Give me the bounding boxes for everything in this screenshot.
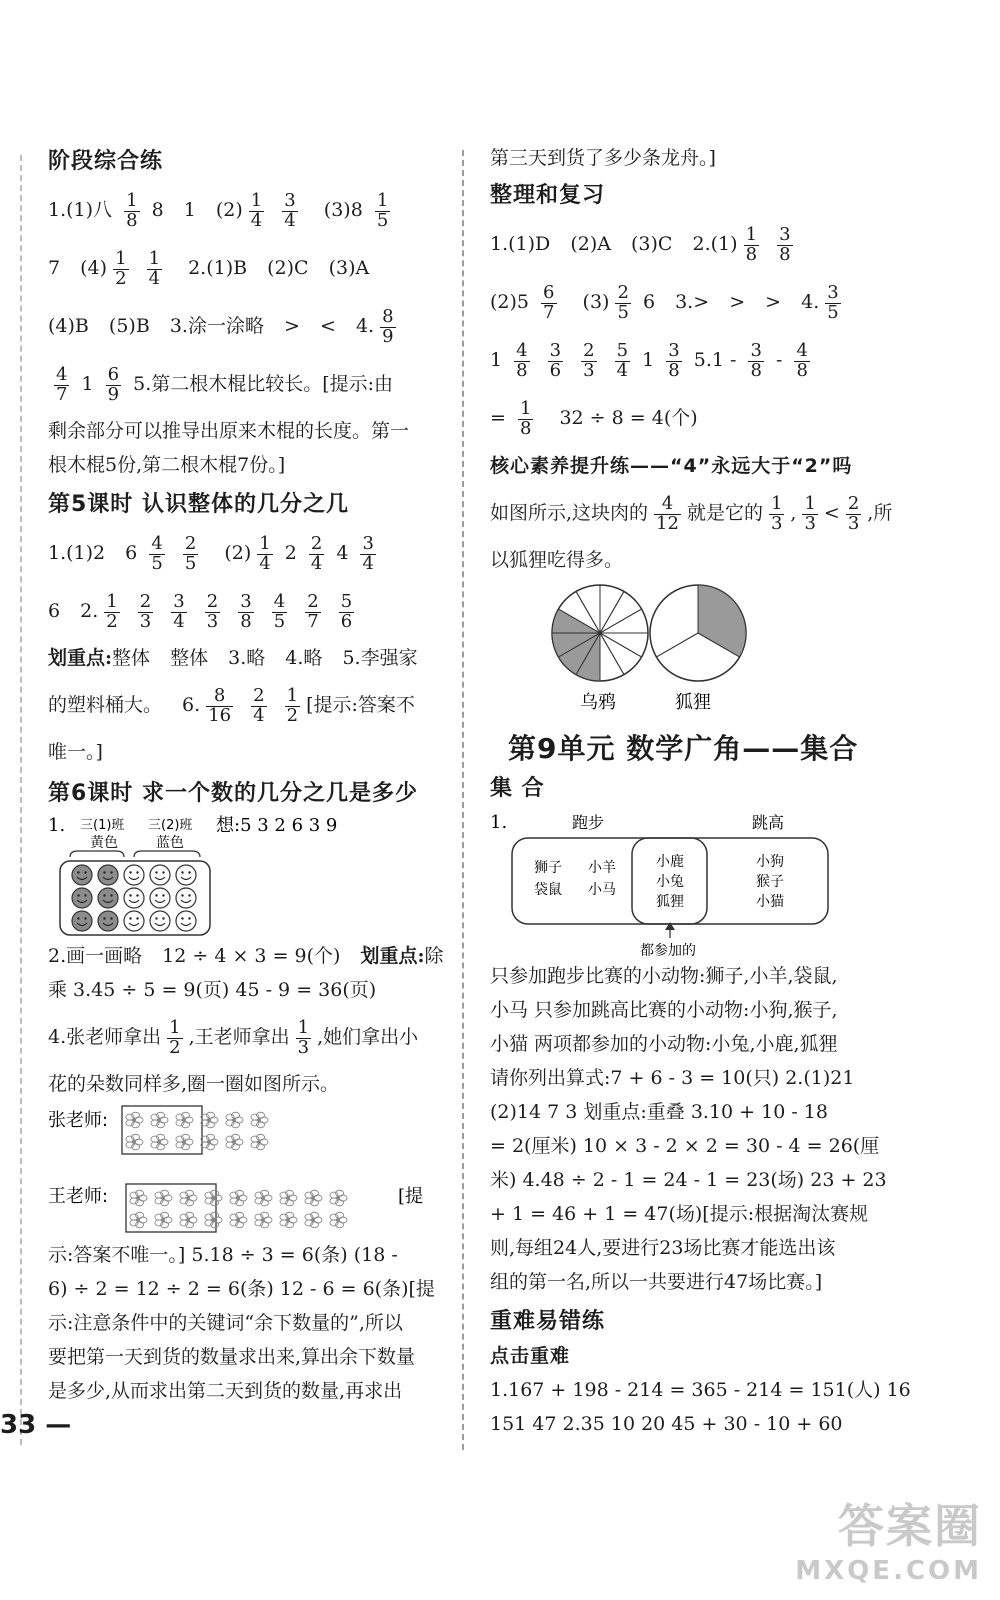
answer-line: 151 47 2.35 10 20 45 + 30 - 10 + 60: [490, 1413, 843, 1435]
smiley-face-icon: [176, 865, 196, 885]
venn-left-label: 跑步: [572, 813, 605, 832]
flower-icon: [151, 1112, 168, 1128]
wang-flowers: [130, 1190, 347, 1228]
venn-item: 狮子: [534, 860, 562, 876]
flower-icon: [330, 1190, 347, 1206]
left-column: [48, 140, 444, 1409]
section-title-stage-practice: 阶段综合练: [48, 149, 164, 174]
answer-line: 第三天到货了多少条龙舟。]: [490, 147, 716, 169]
answer-line: (2)14 7 3 划重点:重叠 3.10 + 10 - 18: [490, 1101, 828, 1123]
answer-line: 的塑料桶大。 6. $\frac{8}{16}$ $\frac{2}{4}$ $\frac{1}{2}$ [提示:答案不: [48, 684, 415, 726]
smiley-face-icon: [150, 865, 170, 885]
answer-line: 要把第一天到货的数量求出来,算出余下数量: [48, 1346, 416, 1368]
flower-icon: [180, 1212, 197, 1228]
flower-icon: [126, 1112, 143, 1128]
question-number: 1.: [48, 815, 66, 836]
smiley-face-icon: [72, 911, 92, 931]
answer-line: 划重点:整体 整体 3.略 4.略 5.李强家: [48, 647, 418, 669]
answer-line: + 1 = 46 + 1 = 47(场)[提示:根据淘汰赛规: [490, 1203, 869, 1225]
flower-icon: [255, 1212, 272, 1228]
flower-icon: [226, 1134, 243, 1150]
question-number: 1.: [490, 812, 508, 833]
watermark-logo-text: 答案圈: [838, 1499, 982, 1553]
smiley-face-icon: [72, 888, 92, 908]
column-divider: [462, 150, 464, 1450]
fox-label: 狐狸: [675, 692, 711, 713]
smiley-faces: [72, 865, 196, 931]
flower-icon: [230, 1212, 247, 1228]
unit-title: 第9单元 数学广角——集合: [508, 732, 859, 765]
flower-icon: [305, 1190, 322, 1206]
answer-line: 只参加跑步比赛的小动物:狮子,小羊,袋鼠,: [490, 965, 838, 987]
blue-label: 蓝色: [156, 835, 184, 851]
flower-icon: [151, 1134, 168, 1150]
flower-icon: [330, 1212, 347, 1228]
smiley-face-icon: [72, 865, 92, 885]
venn-item: 小马: [588, 882, 616, 898]
answer-line: 唯一。]: [48, 741, 103, 763]
flower-icon: [180, 1190, 197, 1206]
flower-icon: [255, 1190, 272, 1206]
answer-line: 6) ÷ 2 = 12 ÷ 2 = 6(条) 12 - 6 = 6(条)[提: [48, 1278, 435, 1300]
zhang-circle-box: [122, 1106, 202, 1154]
smiley-face-icon: [124, 911, 144, 931]
smiley-face-icon: [98, 865, 118, 885]
section-title-lesson5: 第5课时 认识整体的几分之几: [48, 492, 349, 517]
flower-icon: [280, 1212, 297, 1228]
answer-line: 花的朵数同样多,圈一圈如图所示。: [48, 1073, 340, 1095]
venn-item: 小猫: [756, 894, 784, 910]
answer-line: 小马 只参加跳高比赛的小动物:小狗,猴子,: [490, 999, 838, 1021]
crow-pie: [552, 585, 648, 681]
flower-icon: [280, 1190, 297, 1206]
answer-line: 根木棍5份,第二根木棍7份。]: [48, 454, 286, 476]
flower-icon: [130, 1212, 147, 1228]
teacher-zhang-label: 张老师:: [48, 1110, 109, 1131]
class2-label: 三(2)班: [148, 818, 193, 833]
answer-line: 1 $\frac{4}{8}$ $\frac{3}{6}$ $\frac{2}{3}$ $\frac{5}{4}$ 1 $\frac{3}{8}$ 5.1 - $\frac{3}{8}$ - $\frac{4}{8}$: [490, 339, 808, 381]
section-title-review: 整理和复习: [490, 183, 606, 208]
venn-item: 袋鼠: [534, 882, 562, 898]
answer-line: (4)B (5)B 3.涂一涂略 > < 4. $\frac{8}{9}$: [48, 305, 394, 347]
wang-circle-box: [126, 1184, 216, 1232]
answer-line: 组的第一名,所以一共要进行47场比赛。]: [490, 1271, 823, 1293]
section-title-lesson6: 第6课时 求一个数的几分之几是多少: [48, 781, 418, 806]
smiley-face-icon: [124, 888, 144, 908]
flower-icon: [155, 1212, 172, 1228]
section-title-hard-practice: 重难易错练: [490, 1309, 606, 1334]
answer-line: = $\frac{1}{8}$ 32 ÷ 8 = 4(个): [490, 397, 698, 439]
crow-label: 乌鸦: [580, 692, 616, 713]
smiley-face-icon: [98, 888, 118, 908]
venn-right-label: 跳高: [752, 813, 785, 832]
pie-figure: [490, 578, 910, 713]
answer-line: 剩余部分可以推导出原来木棍的长度。第一: [48, 420, 410, 442]
venn-item: 小羊: [588, 860, 616, 876]
flower-icon: [201, 1112, 218, 1128]
venn-item: 猴子: [756, 874, 784, 890]
watermark-url: MXQE.COM: [795, 1556, 982, 1586]
right-column: [490, 140, 910, 1442]
venn-diagram: [490, 808, 910, 958]
flower-icon: [176, 1134, 193, 1150]
flower-icon: [230, 1190, 247, 1206]
think-answer: 想:5 3 2 6 3 9: [216, 815, 338, 836]
smiley-face-icon: [176, 911, 196, 931]
answer-line: 1.(1)2 6 $\frac{4}{5}$ $\frac{2}{5}$ (2) $\frac{1}{4}$ 2 $\frac{2}{4}$ 4 $\frac{3}{4}$: [48, 532, 374, 574]
flower-icon: [205, 1190, 222, 1206]
venn-both-label: 都参加的: [640, 943, 696, 958]
smiley-grid-figure: [48, 813, 438, 938]
smiley-face-icon: [150, 911, 170, 931]
left-margin-dashes: [20, 155, 22, 1445]
venn-item: 小兔: [656, 874, 684, 890]
answer-line: 乘 3.45 ÷ 5 = 9(页) 45 - 9 = 36(页): [48, 979, 377, 1001]
smiley-face-icon: [176, 888, 196, 908]
smiley-face-icon: [150, 888, 170, 908]
hint-bracket: [提: [398, 1186, 424, 1207]
yellow-label: 黄色: [90, 835, 118, 851]
section-title-set: 集 合: [490, 776, 545, 801]
answer-line: $\frac{4}{7}$ 1 $\frac{6}{9}$ 5.第二根木棍比较长。[提示:由: [56, 363, 394, 405]
fox-pie: [650, 585, 746, 681]
flower-icon: [176, 1112, 193, 1128]
answer-line: = 2(厘米) 10 × 3 - 2 × 2 = 30 - 4 = 26(厘: [490, 1135, 880, 1157]
answer-line: 4.张老师拿出 $\frac{1}{2}$ ,王老师拿出 $\frac{1}{3}$ ,她们拿出小: [48, 1016, 419, 1058]
flower-icon: [126, 1134, 143, 1150]
flower-figure: [48, 1102, 438, 1237]
brace-blue: [134, 851, 200, 857]
flower-icon: [130, 1190, 147, 1206]
flower-icon: [305, 1212, 322, 1228]
flower-icon: [201, 1134, 218, 1150]
answer-line: 如图所示,这块肉的 $\frac{4}{12}$ 就是它的 $\frac{1}{3}$ , $\frac{1}{3}$ < $\frac{2}{3}$ ,所: [490, 492, 893, 534]
smiley-face-icon: [98, 911, 118, 931]
brace-yellow: [70, 851, 124, 857]
answer-line: 是多少,从而求出第二天到货的数量,再求出: [48, 1380, 403, 1402]
answer-line: 请你列出算式:7 + 6 - 3 = 10(只) 2.(1)21: [490, 1067, 855, 1089]
page-number: 33 —: [0, 1410, 72, 1440]
answer-line: 示:答案不唯一。] 5.18 ÷ 3 = 6(条) (18 -: [48, 1244, 398, 1266]
flower-icon: [251, 1134, 268, 1150]
section-title-core-practice: 核心素养提升练——“4”永远大于“2”吗: [490, 455, 853, 477]
answer-line: 7 (4) $\frac{1}{2}$ $\frac{1}{4}$ 2.(1)B (2)C (3)A: [48, 247, 370, 289]
class1-label: 三(1)班: [80, 818, 125, 833]
answer-line: 2.画一画略 12 ÷ 4 × 3 = 9(个) 划重点:除: [48, 945, 444, 967]
answer-line: 6 2. $\frac{1}{2}$ $\frac{2}{3}$ $\frac{3}{4}$ $\frac{2}{3}$ $\frac{3}{8}$ $\frac{4}{5}$ $\frac{2}{7}$ $\frac{5}{6}$: [48, 590, 353, 632]
flower-icon: [251, 1112, 268, 1128]
smiley-face-icon: [124, 865, 144, 885]
answer-line: 米) 4.48 ÷ 2 - 1 = 24 - 1 = 23(场) 23 + 23: [490, 1169, 887, 1191]
answer-line: 以狐狸吃得多。: [490, 549, 624, 571]
answer-line: 1.(1)八 $\frac{1}{8}$ 8 1 (2) $\frac{1}{4}$ $\frac{3}{4}$ (3)8 $\frac{1}{5}$: [48, 189, 389, 231]
zhang-flowers: [126, 1112, 268, 1150]
answer-line: 小猫 两项都参加的小动物:小兔,小鹿,狐狸: [490, 1033, 838, 1055]
answer-line: 1.167 + 198 - 214 = 365 - 214 = 151(人) 16: [490, 1379, 911, 1401]
flower-icon: [155, 1190, 172, 1206]
teacher-wang-label: 王老师:: [48, 1186, 109, 1207]
subsection-title: 点击重难: [490, 1345, 571, 1367]
answer-line: 示:注意条件中的关键词“余下数量的”,所以: [48, 1312, 403, 1334]
flower-icon: [226, 1112, 243, 1128]
watermark: [795, 1490, 982, 1586]
answer-line: 1.(1)D (2)A (3)C 2.(1) $\frac{1}{8}$ $\frac{3}{8}$: [490, 223, 791, 265]
answer-line: 则,每组24人,要进行23场比赛才能选出该: [490, 1237, 836, 1259]
venn-item: 小鹿: [656, 854, 684, 870]
answer-line: (2)5 $\frac{6}{7}$ (3) $\frac{2}{5}$ 6 3.> > > 4. $\frac{3}{5}$: [490, 281, 839, 323]
flower-icon: [205, 1212, 222, 1228]
venn-item: 小狗: [756, 854, 784, 870]
venn-item: 狐狸: [656, 894, 684, 910]
